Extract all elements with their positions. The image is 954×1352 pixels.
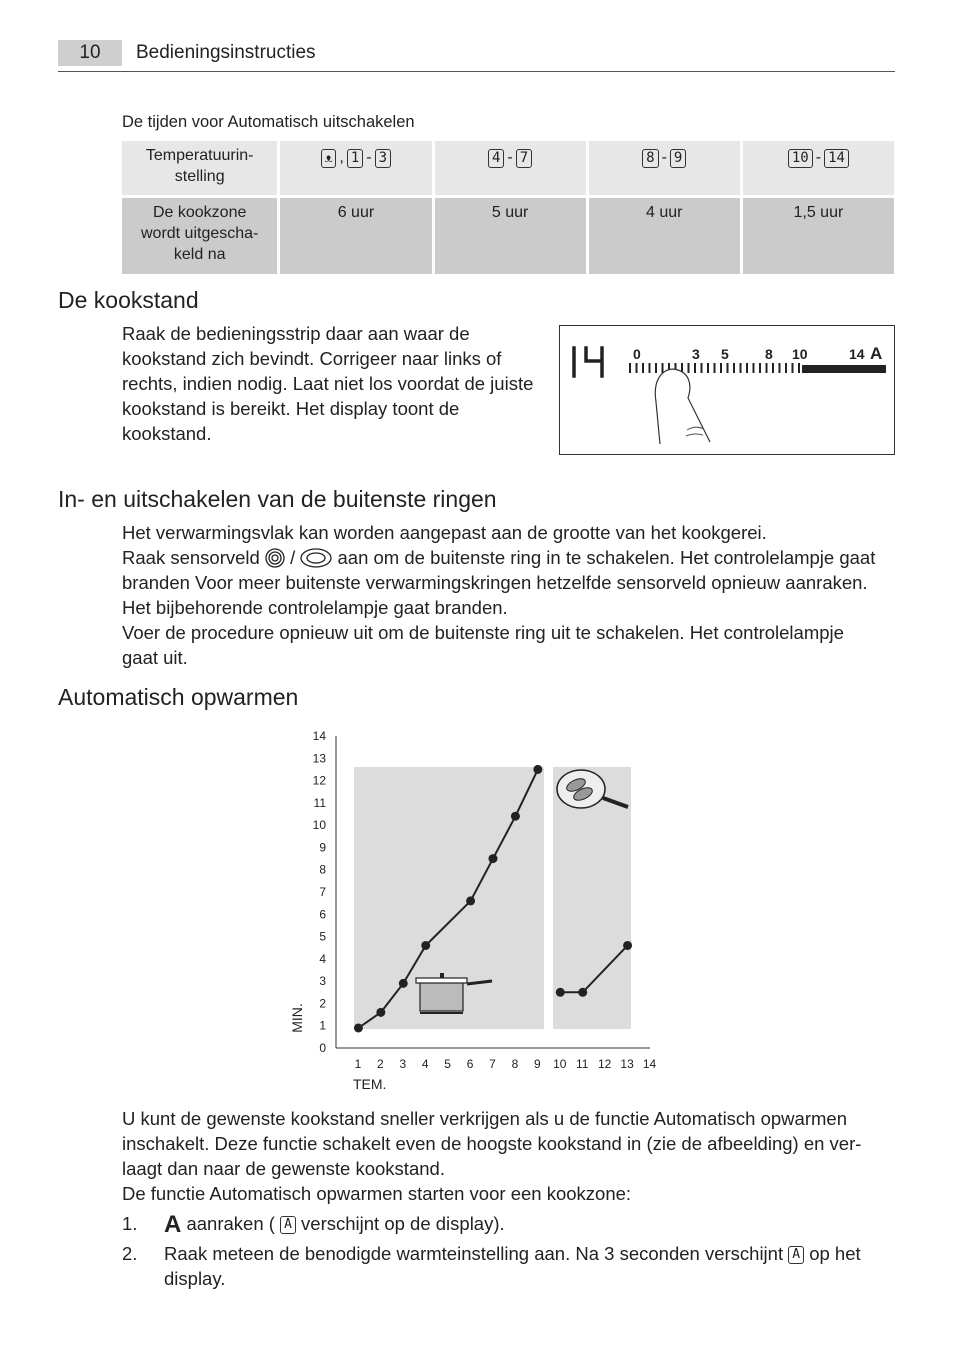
data-point	[556, 988, 565, 997]
header-title: Bedieningsinstructies	[136, 42, 316, 63]
scale-label: 3	[692, 346, 700, 362]
dual-ring-icon	[265, 548, 285, 568]
text-line: Het bijbehorende controlelampje gaat branden.	[122, 597, 508, 618]
y-tick-label: 7	[319, 885, 326, 899]
text-line: U kunt de gewenste kookstand sneller verkrijgen als u de functie Automatisch opwarmen	[122, 1108, 847, 1129]
data-point	[511, 812, 520, 821]
display-value-text: 14	[570, 346, 572, 347]
text-span: Raak sensorveld	[122, 547, 260, 568]
table-caption: De tijden voor Automatisch uitschakelen	[122, 113, 415, 131]
control-strip-illustration	[559, 325, 895, 455]
text-span: aan om de buitenste ring in te schakelen. Het controlelampje gaat	[337, 547, 876, 568]
scale-label: A	[870, 344, 883, 363]
scale-label: 8	[765, 346, 773, 362]
y-tick-label: 0	[319, 1041, 326, 1055]
page-number: 10	[58, 40, 122, 66]
x-tick-label: 11	[575, 1057, 589, 1071]
table-cell: 5 uur	[435, 198, 586, 274]
text-line: gaat uit.	[122, 647, 188, 668]
segment-digit: 1	[347, 149, 363, 168]
separator: ,	[339, 149, 344, 166]
section-heading-kookstand: De kookstand	[58, 287, 199, 313]
display-digits	[574, 348, 602, 376]
x-tick-label: 13	[620, 1057, 634, 1071]
text-line: inschakelt. Deze functie schakelt even de hoogste kookstand in (zie de afbeelding) en ver-	[122, 1133, 862, 1154]
scale-label: 0	[633, 346, 641, 362]
text-span: Raak meteen de benodigde warmteinstelling aan. Na 3 seconden verschijnt	[164, 1243, 784, 1264]
y-tick-label: 12	[312, 773, 326, 788]
text-line: Het verwarmingsvlak kan worden aangepast aan de grootte van het kookgerei.	[122, 522, 767, 543]
x-tick-label: 3	[399, 1057, 407, 1071]
text-line: Voer de procedure opnieuw uit om de buitenste ring uit te schakelen. Het controlelampje	[122, 622, 844, 643]
y-tick-label: 10	[312, 818, 326, 833]
separator: -	[366, 149, 372, 166]
preheat-chart	[280, 722, 670, 1102]
ringen-paragraph	[122, 520, 902, 670]
x-tick-label: 7	[489, 1057, 496, 1071]
text-line: display.	[164, 1268, 226, 1289]
step-number: 1.	[122, 1213, 138, 1234]
table-row	[122, 198, 894, 274]
text-span: aanraken (	[186, 1213, 275, 1234]
x-axis-label: TEM.	[353, 1076, 387, 1092]
segment-digit: 4	[488, 149, 504, 168]
scale-label: 5	[721, 346, 729, 362]
x-tick-label: 8	[511, 1057, 519, 1071]
data-point	[376, 1008, 385, 1017]
data-point	[489, 854, 498, 863]
table-cell	[280, 141, 431, 195]
step-1	[122, 1211, 902, 1237]
segment-digit: 10	[788, 149, 813, 168]
text-line: laagt dan naar de gewenste kookstand.	[122, 1158, 445, 1179]
segment-digit: 7	[516, 149, 532, 168]
y-tick-label: 13	[312, 751, 326, 766]
y-tick-label: 14	[312, 729, 326, 743]
x-tick-label: 14	[642, 1057, 657, 1071]
text-line	[122, 545, 902, 570]
separator: -	[815, 149, 822, 166]
segment-digit: 14	[824, 149, 849, 168]
segment-digit: 8	[642, 149, 658, 168]
y-tick-label: 6	[319, 907, 326, 922]
data-point	[578, 988, 587, 997]
x-tick-label: 1	[354, 1057, 362, 1071]
data-point	[533, 765, 542, 774]
section-heading-ringen: In- en uitschakelen van de buitenste ringen	[58, 486, 497, 512]
segment-digit: ᴥ	[321, 149, 337, 168]
separator: -	[507, 149, 513, 166]
x-tick-label: 10	[553, 1057, 567, 1071]
segment-a-icon: A	[280, 1216, 296, 1234]
scale-ticks	[630, 363, 799, 373]
row-label-switch-off: De kookzone wordt uitgescha- keld na	[122, 198, 277, 274]
header-divider	[58, 71, 895, 72]
row-label-temperature: Temperatuurin- stelling	[122, 141, 277, 195]
text-span: verschijnt op de display).	[301, 1213, 505, 1234]
data-point	[623, 941, 632, 950]
segment-digit: 9	[670, 149, 686, 168]
finger-icon	[655, 369, 710, 444]
x-tick-label: 12	[597, 1057, 612, 1071]
text-line: branden Voor meer buitenste verwarmingskringen hetzelfde sensorveld opnieuw aanraken.	[122, 572, 868, 593]
y-tick-label: 1	[319, 1018, 326, 1033]
x-tick-label: 4	[421, 1057, 429, 1071]
opwarmen-paragraph	[122, 1106, 902, 1206]
segment-digit: 3	[375, 149, 391, 168]
section-heading-opwarmen: Automatisch opwarmen	[58, 684, 299, 710]
table-cell: 4 uur	[589, 198, 740, 274]
data-point	[421, 941, 430, 950]
auto-off-table	[119, 138, 897, 277]
kookstand-paragraph: Raak de bedieningsstrip daar aan waar de kookstand zich bevindt. Corrigeer naar links of rechts, indien nodig. Laat niet los voordat de juiste kookstand is bereikt. Het display toont de kookstand.	[122, 323, 534, 444]
scale-bar	[802, 365, 886, 373]
text-span: /	[290, 547, 296, 568]
control-strip-svg	[560, 326, 894, 454]
y-tick-label: 8	[319, 862, 326, 877]
text-span: op het	[809, 1243, 861, 1264]
y-tick-label: 9	[319, 840, 326, 855]
y-tick-label: 11	[313, 795, 326, 810]
segment-a-icon: A	[788, 1246, 804, 1264]
y-tick-label: 4	[319, 951, 326, 966]
table-cell: 1,5 uur	[743, 198, 894, 274]
step-2	[122, 1241, 902, 1291]
x-tick-label: 5	[444, 1057, 451, 1071]
scale-label: 14	[849, 346, 865, 362]
table-cell	[743, 141, 894, 195]
y-tick-label: 2	[319, 996, 326, 1011]
table-cell: 6 uur	[280, 198, 431, 274]
x-tick-label: 6	[466, 1057, 474, 1071]
chart-svg	[280, 722, 670, 1102]
y-tick-label: 3	[319, 974, 326, 989]
data-point	[354, 1023, 363, 1032]
text-line: De functie Automatisch opwarmen starten voor een kookzone:	[122, 1183, 632, 1204]
a-key-icon: A	[164, 1211, 182, 1238]
table-cell	[589, 141, 740, 195]
scale-label: 10	[792, 346, 808, 362]
oval-ring-icon	[300, 548, 332, 568]
data-point	[466, 896, 475, 905]
separator: -	[661, 149, 667, 166]
x-tick-label: 9	[534, 1057, 541, 1071]
y-tick-label: 5	[319, 929, 326, 944]
x-tick-label: 2	[377, 1057, 384, 1071]
y-axis-label: MIN.	[289, 1003, 305, 1033]
table-cell	[435, 141, 586, 195]
table-row	[122, 141, 894, 195]
step-number: 2.	[122, 1243, 138, 1264]
data-point	[399, 979, 408, 988]
